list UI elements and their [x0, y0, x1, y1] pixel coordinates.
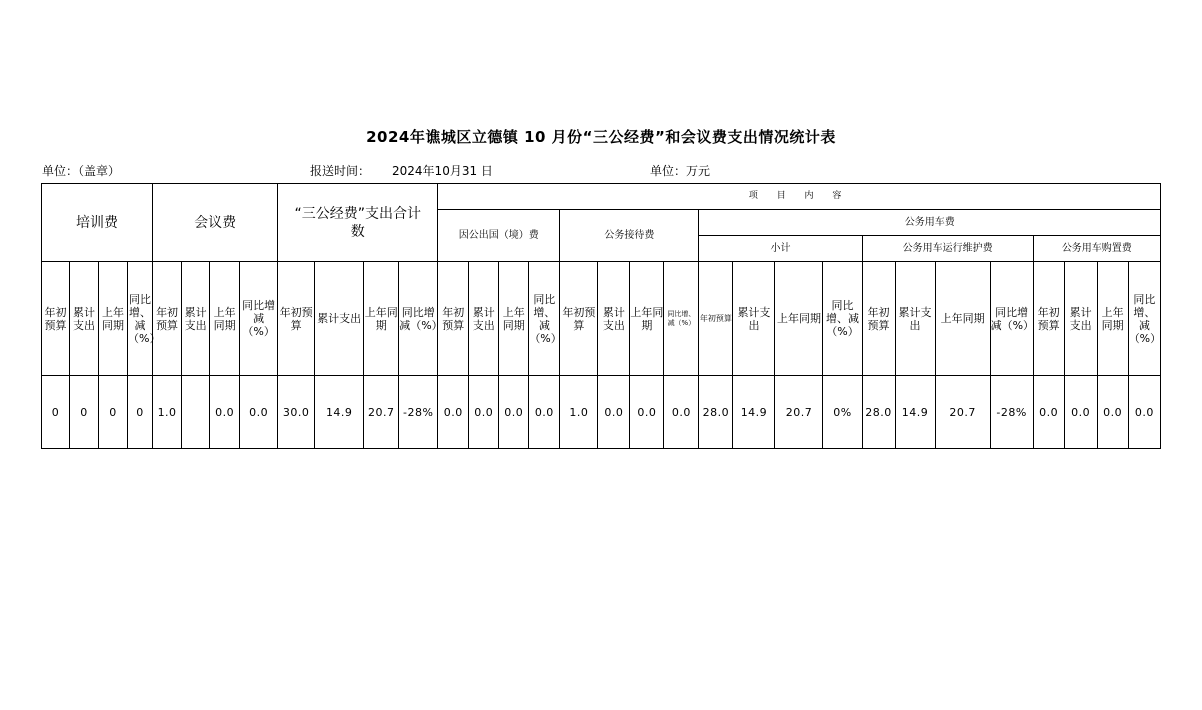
- currency-unit: 单位：万元: [650, 164, 711, 178]
- table-cell: -28%: [990, 376, 1033, 449]
- table-cell: 20.7: [364, 376, 399, 449]
- column-header: 年初预算: [153, 262, 182, 376]
- page-title: 2024年谯城区立德镇 10 月份“三公经费”和会议费支出情况统计表: [366, 128, 836, 146]
- table-cell: 14.9: [315, 376, 364, 449]
- column-header: 年初预算: [278, 262, 315, 376]
- column-header: 累计支出: [895, 262, 935, 376]
- unit-stamp: 单位：（盖章）: [42, 164, 121, 178]
- column-header: 同比增、减（%）: [529, 262, 560, 376]
- table-cell: 14.9: [895, 376, 935, 449]
- table-cell: 0.0: [438, 376, 469, 449]
- column-header: 同比增、减（%）: [823, 262, 862, 376]
- column-header: 上年同期: [935, 262, 990, 376]
- column-header: 累计支出: [733, 262, 775, 376]
- header-abroad: 因公出国（境）费: [438, 210, 560, 262]
- header-training: 培训费: [42, 184, 153, 262]
- table-row: [42, 376, 1161, 449]
- table-cell: 1.0: [560, 376, 598, 449]
- header-vehicle: 公务用车费: [699, 210, 1161, 236]
- column-header: 同比增、减（%）: [1128, 262, 1160, 376]
- table-cell: 0.0: [240, 376, 278, 449]
- table-cell: 28.0: [699, 376, 733, 449]
- header-subtotal: 小计: [699, 236, 862, 262]
- header-total: “三公经费”支出合计数: [278, 184, 438, 262]
- table-cell: 0.0: [1097, 376, 1128, 449]
- column-header: 年初预算: [560, 262, 598, 376]
- column-header: 上年同期: [1097, 262, 1128, 376]
- column-header: 年初预算: [699, 262, 733, 376]
- table-cell: 20.7: [775, 376, 823, 449]
- table-cell: 30.0: [278, 376, 315, 449]
- column-header: 累计支出: [315, 262, 364, 376]
- column-header: 同比增减（%）: [990, 262, 1033, 376]
- column-header: 年初预算: [42, 262, 70, 376]
- report-time: [310, 162, 493, 179]
- table-cell: 0.0: [1064, 376, 1097, 449]
- column-header-row: [42, 262, 1161, 376]
- column-header: 年初预算: [1033, 262, 1064, 376]
- column-header: 累计支出: [70, 262, 99, 376]
- table-cell: 28.0: [862, 376, 895, 449]
- column-header: 上年同期: [499, 262, 529, 376]
- table-cell: 0.0: [469, 376, 499, 449]
- column-header: 年初预算: [438, 262, 469, 376]
- header-vehicle-purchase: 公务用车购置费: [1033, 236, 1160, 262]
- column-header: 累计支出: [1064, 262, 1097, 376]
- table-cell: 0.0: [210, 376, 240, 449]
- table-cell: 1.0: [153, 376, 182, 449]
- column-header: 同比增减（%）: [399, 262, 438, 376]
- column-header: 同比增减（%）: [240, 262, 278, 376]
- table-cell: 0%: [823, 376, 862, 449]
- table-cell: 0: [42, 376, 70, 449]
- header-meeting: 会议费: [153, 184, 278, 262]
- column-header: 同比增、减（%）: [664, 262, 699, 376]
- column-header: 同比增、减（%）: [128, 262, 153, 376]
- column-header: 上年同期: [775, 262, 823, 376]
- column-header: 上年同期: [210, 262, 240, 376]
- column-header: 累计支出: [182, 262, 210, 376]
- column-header: 累计支出: [469, 262, 499, 376]
- column-header: 累计支出: [598, 262, 630, 376]
- header-reception: 公务接待费: [560, 210, 699, 262]
- statistics-table: [41, 183, 1161, 449]
- header-vehicle-ops: 公务用车运行维护费: [862, 236, 1033, 262]
- table-cell: 0: [128, 376, 153, 449]
- table-cell: 20.7: [935, 376, 990, 449]
- table-cell: 0: [70, 376, 99, 449]
- table-cell: 0.0: [664, 376, 699, 449]
- column-header: 年初预算: [862, 262, 895, 376]
- table-cell: 0.0: [1128, 376, 1160, 449]
- table-cell: 0.0: [630, 376, 664, 449]
- report-time-label: 报送时间：: [310, 164, 371, 178]
- report-time-value: 2024年10月31 日: [392, 164, 493, 178]
- column-header: 上年同期: [99, 262, 128, 376]
- table-cell: 0.0: [598, 376, 630, 449]
- table-cell: -28%: [399, 376, 438, 449]
- column-header: 上年同期: [364, 262, 399, 376]
- header-project-content: 项 目 内 容: [438, 184, 1161, 210]
- table-cell: 14.9: [733, 376, 775, 449]
- table-cell: 0.0: [529, 376, 560, 449]
- table-cell: [182, 376, 210, 449]
- table-cell: 0.0: [499, 376, 529, 449]
- table-cell: 0.0: [1033, 376, 1064, 449]
- column-header: 上年同期: [630, 262, 664, 376]
- table-cell: 0: [99, 376, 128, 449]
